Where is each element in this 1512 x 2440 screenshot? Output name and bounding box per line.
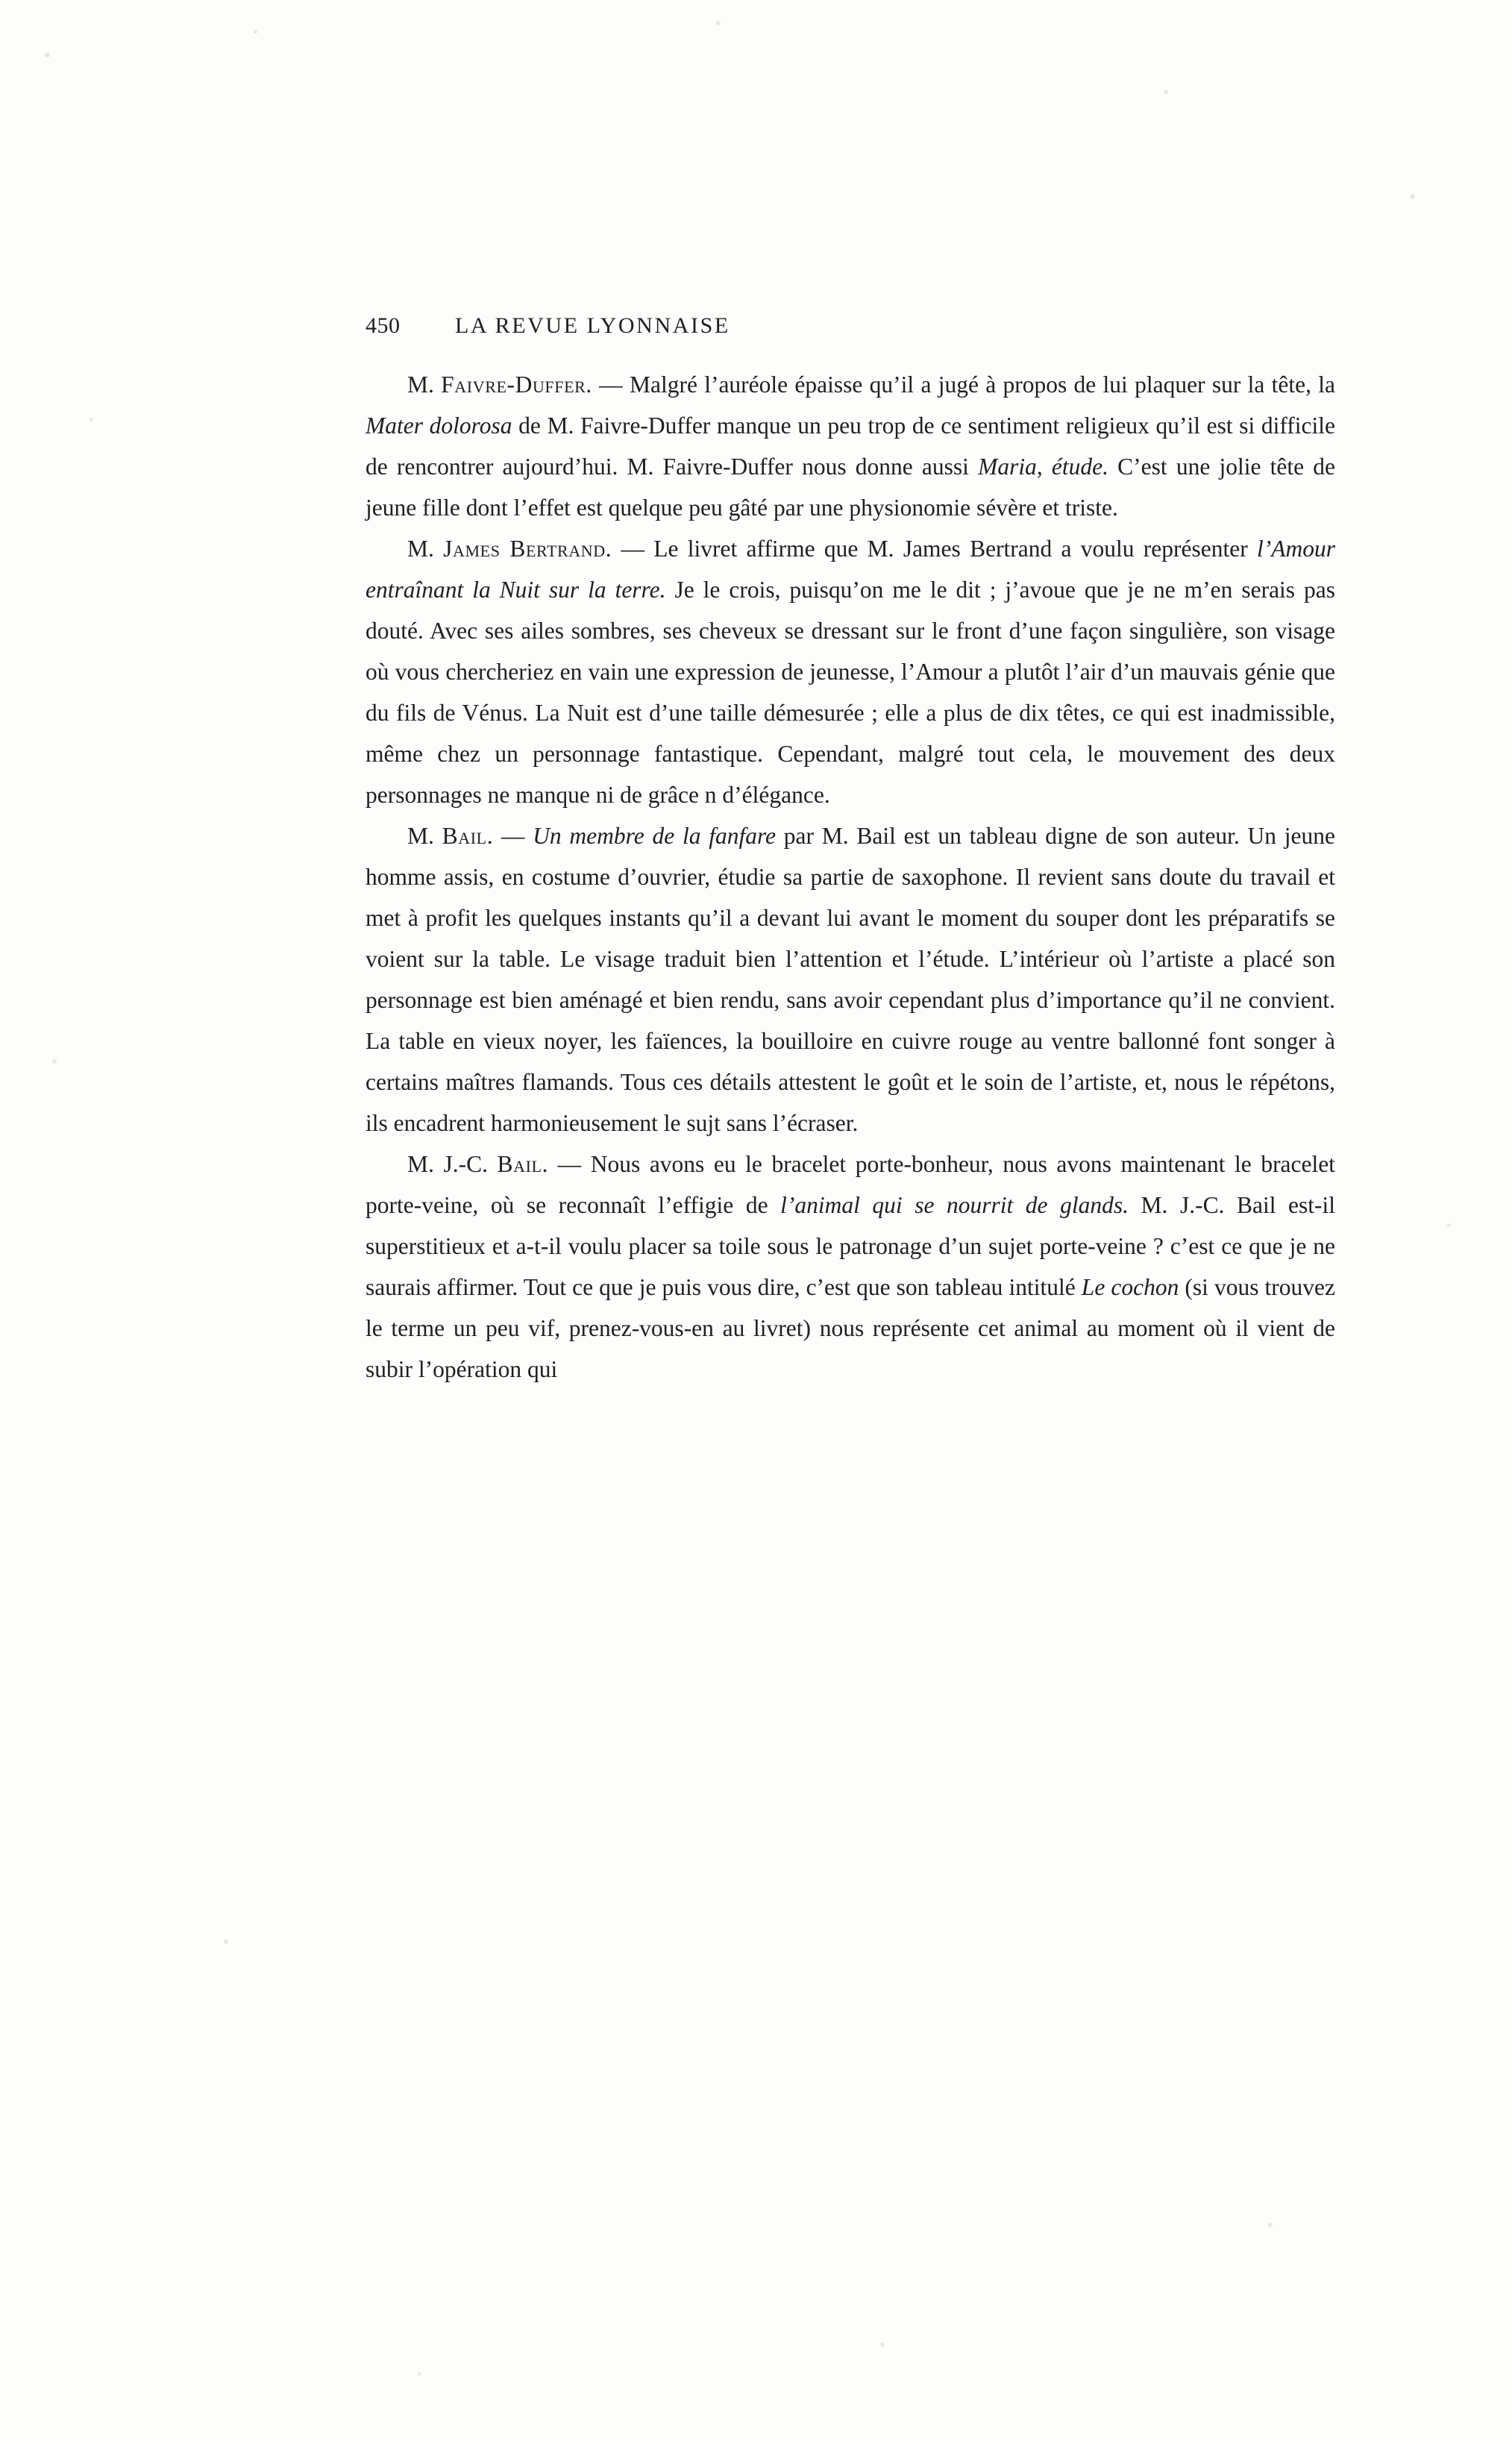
- running-title: LA REVUE LYONNAISE: [455, 313, 730, 338]
- text-run: Maria, étude.: [978, 454, 1108, 480]
- text-run: — Malgré l’auréole épaisse qu’il a jugé à propos de lui plaquer sur la tête, la: [592, 371, 1335, 398]
- page-header: [366, 313, 1335, 339]
- text-run: Mater dolorosa: [366, 413, 512, 439]
- text-run: Bail.: [497, 1151, 549, 1177]
- text-run: C’est une jolie tête de jeune fille dont l’effet est quelque peu gâté par une physionomie sévère et triste.: [366, 454, 1336, 521]
- text-run: (si vous trouvez le terme un peu vif, prenez-vous-en au livret) nous représente cet animal au moment où il vient de subir l’opération qui: [366, 1274, 1335, 1382]
- text-run: par M. Bail est un tableau digne de son auteur. Un jeune homme assis, en costume d’ouvrier, étudie sa partie de saxophone. Il revient sans doute du travail et met à profit les quelques instants qu’il a devant lui avant le moment du souper dont les préparatifs se voient sur la table. Le visage traduit bien l’attention et l’étude. L’intérieur où l’artiste a placé son personnage est bien aménagé et bien rendu, sans avoir cependant plus d’importance qu’il ne convient. La table en vieux noyer, les faïences, la bouilloire en cuivre rouge au ventre ballonné font songer à certains maîtres flamands. Tous ces détails attestent le goût et le soin de l’artiste, et, nous le répétons, ils encadrent harmonieusement le sujt sans l’écraser.: [366, 823, 1336, 1136]
- text-run: Faivre-Duffer.: [441, 371, 592, 398]
- text-run: M.: [407, 823, 442, 849]
- paragraph-bail: [366, 815, 1335, 1144]
- text-run: M.: [407, 371, 442, 398]
- text-run: l’Amour entraînant la Nuit sur la terre.: [366, 536, 1335, 603]
- paragraph-jc-bail: [366, 1144, 1335, 1390]
- text-run: Un membre de la fanfare: [533, 823, 777, 849]
- text-run: — Nous avons eu le bracelet porte-bonheur, nous avons maintenant le bracelet porte-veine, où se reconnaît l’effigie de: [366, 1151, 1335, 1218]
- text-run: —: [493, 823, 533, 849]
- paragraph-faivre-duffer: [366, 364, 1335, 528]
- text-run: de M. Faivre-Duffer manque un peu trop de ce sentiment religieux qu’il est si difficile de rencontrer aujourd’hui. M. Faivre-Duffer nous donne aussi: [366, 413, 1335, 480]
- text-run: M.: [407, 536, 444, 562]
- text-run: — Le livret affirme que M. James Bertrand a voulu représenter: [612, 536, 1257, 562]
- folio-number: 450: [366, 313, 401, 338]
- page-text-block: [366, 313, 1335, 1390]
- text-run: M. J.-C.: [407, 1151, 498, 1177]
- text-run: Le cochon: [1081, 1274, 1179, 1300]
- text-run: James Bertrand.: [443, 536, 612, 562]
- text-run: M. J.-C. Bail est-il superstitieux et a-t-il voulu placer sa toile sous le patronage d’un sujet porte-veine ? c’est ce que je ne saurais affirmer. Tout ce que je puis vous dire, c’est que son tableau intitulé: [366, 1192, 1336, 1300]
- text-run: Je le crois, puisqu’on me le dit ; j’avoue que je ne m’en serais pas douté. Avec ses ailes sombres, ses cheveux se dressant sur le front d’une façon singulière, son visage où vous chercheriez en vain une expression de jeunesse, l’Amour a plutôt l’air d’un mauvais génie que du fils de Vénus. La Nuit est d’une taille démesurée ; elle a plus de dix têtes, ce qui est inadmissible, même chez un personnage fantastique. Cependant, malgré tout cela, le mouvement des deux personnages ne manque ni de grâce n d’élégance.: [366, 577, 1336, 808]
- text-run: Bail.: [442, 823, 494, 849]
- text-run: l’animal qui se nourrit de glands.: [780, 1192, 1129, 1218]
- paragraph-james-bertrand: [366, 528, 1335, 815]
